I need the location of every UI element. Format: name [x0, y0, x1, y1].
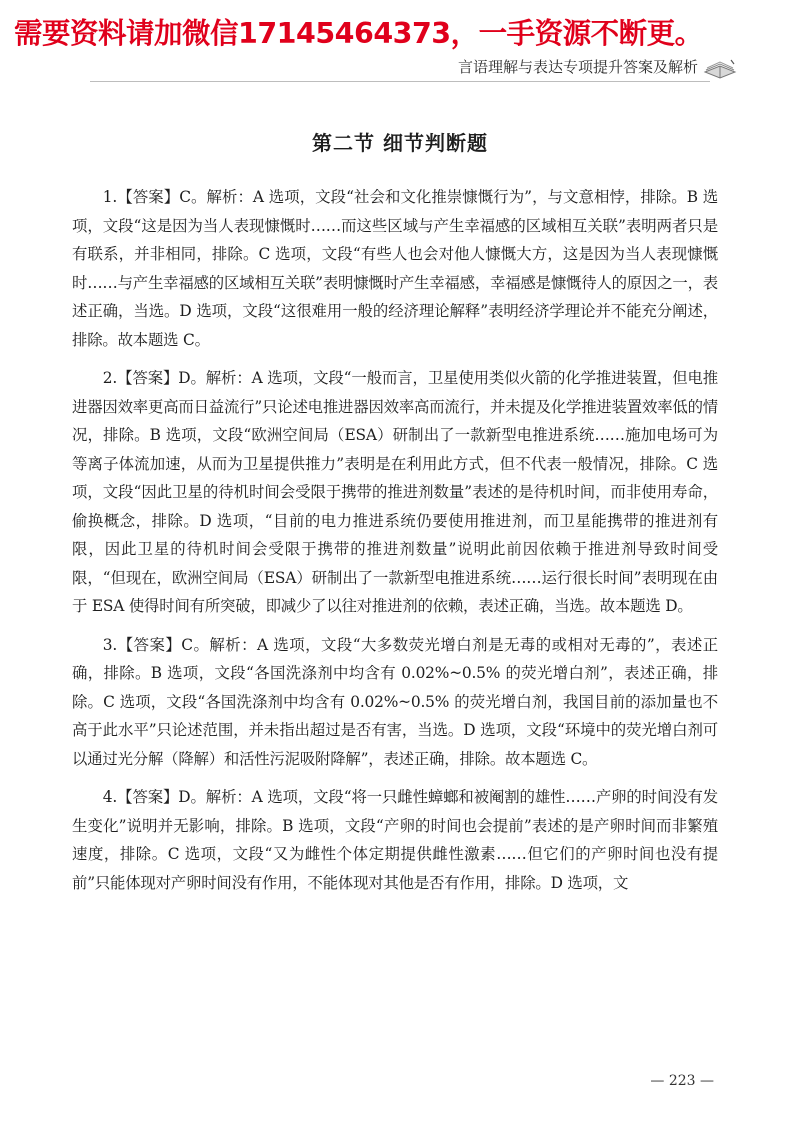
watermark-banner: 需要资料请加微信17145464373，一手资源不断更。 — [14, 17, 703, 50]
answer-paragraph-4: 4.【答案】D。解析：A 选项，文段“将一只雌性蟑螂和被阉割的雄性……产卵的时间没有发生变化”说明并无影响，排除。B 选项，文段“产卵的时间也会提前”表述的是产卵时间而非繁殖速度，排除。C 选项，文段“又为雌性个体定期提供雌性激素……但它们的产卵时间也没有提前”只能体现对产卵时间没有作用，不能体现对其他是否有作用，排除。D 选项，文 — [72, 788, 718, 892]
answer-paragraph-1: 1.【答案】C。解析：A 选项，文段“社会和文化推崇慷慨行为”，与文意相悖，排除。B 选项，文段“这是因为当人表现慷慨时……而这些区域与产生幸福感的区域相互关联”表明两者只是有联系，并非相同，排除。C 选项，文段“有些人也会对他人慷慨大方，这是因为当人表现慷慨时……与产生幸福感的区域相互关联”表明慷慨时产生幸福感，幸福感是慷慨待人的原因之一，表述正确，当选。D 选项，文段“这很难用一般的经济理论解释”表明经济学理论并不能充分阐述，排除。故本题选 C。 — [72, 188, 718, 349]
section-title: 第二节 细节判断题 — [312, 131, 488, 155]
answer-content — [72, 183, 718, 907]
running-header: 言语理解与表达专项提升答案及解析 — [457, 58, 698, 76]
answer-paragraph-3: 3.【答案】C。解析：A 选项，文段“大多数荧光增白剂是无毒的或相对无毒的”，表述正确，排除。B 选项，文段“各国洗涤剂中均含有 0.02%~0.5% 的荧光增白剂”，表述正确，排除。C 选项，文段“各国洗涤剂中均含有 0.02%~0.5% 的荧光增白剂，我国目前的添加量也不高于此水平”只论述范围，并未指出超过是否有害，当选。D 选项，文段“环境中的荧光增白剂可以通过光分解（降解）和活性污泥吸附降解”，表述正确，排除。故本题选 C。 — [72, 635, 718, 768]
header-rule — [90, 81, 710, 82]
answer-paragraph-2: 2.【答案】D。解析：A 选项，文段“一般而言，卫星使用类似火箭的化学推进装置，但电推进器因效率更高而日益流行”只论述电推进器因效率高而流行，并未提及化学推进装置效率低的情况，排除。B 选项，文段“欧洲空间局（ESA）研制出了一款新型电推进系统……施加电场可为等离子体流加速，从而为卫星提供推力”表明是在利用此方式，但不代表一般情况，排除。C 选项，文段“因此卫星的待机时间会受限于携带的推进剂数量”表述的是待机时间，而非使用寿命，偷换概念，排除。D 选项，“目前的电力推进系统仍要使用推进剂，而卫星能携带的推进剂有限，因此卫星的待机时间会受限于携带的推进剂数量”说明此前因依赖于推进剂导致时间受限，“但现在，欧洲空间局（ESA）研制出了一款新型电推进系统……运行很长时间”表明现在由于 ESA 使得时间有所突破，即减少了以往对推进剂的依赖，表述正确，当选。故本题选 D。 — [72, 369, 718, 615]
book-icon — [703, 56, 737, 80]
page-number: — 223 — — [650, 1073, 714, 1089]
